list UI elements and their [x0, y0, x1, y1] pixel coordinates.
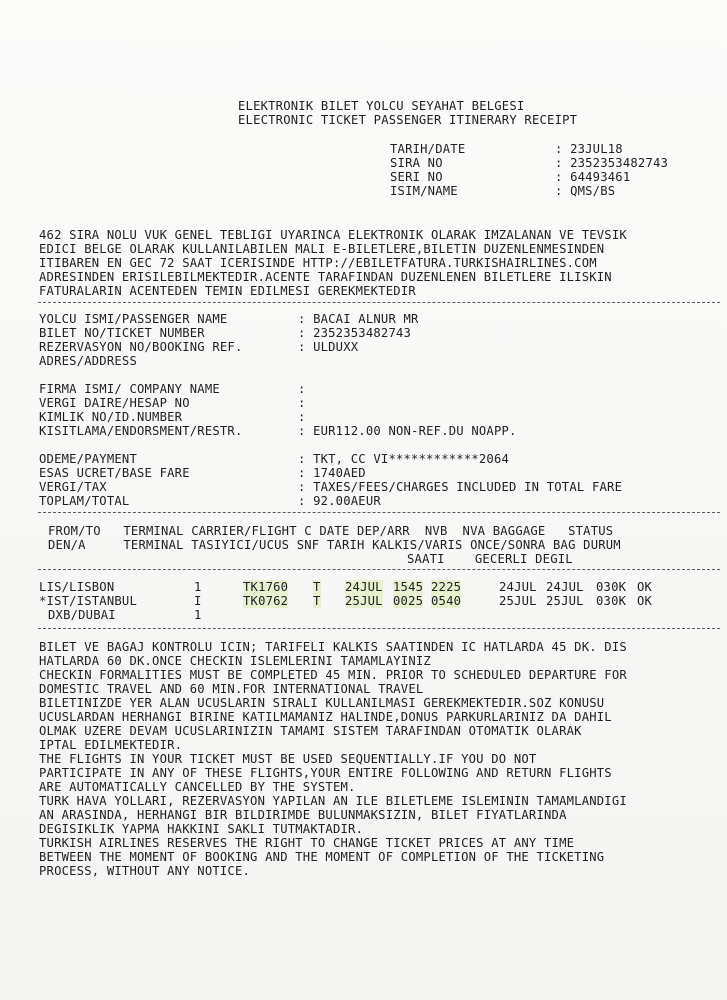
terms-line: TURKISH AIRLINES RESERVES THE RIGHT TO CHANGE TICKET PRICES AT ANY TIME	[39, 836, 575, 850]
booking-class: T	[313, 580, 321, 594]
passenger-name-value: : BACAI ALNUR MR	[298, 312, 419, 326]
terminal: 1	[194, 580, 202, 594]
terms-line: DOMESTIC TRAVEL AND 60 MIN.FOR INTERNATIONAL TRAVEL	[39, 682, 424, 696]
departure-time: 0025	[393, 594, 424, 608]
route: LIS/LISBON	[39, 580, 115, 594]
seri-value: : 64493461	[555, 170, 631, 184]
divider	[38, 628, 720, 629]
terms-line: BILET VE BAGAJ KONTROLU ICIN; TARIFELI KALKIS SAATINDEN IC HATLARDA 45 DK. DIS	[39, 640, 627, 654]
passenger-name-label: YOLCU ISMI/PASSENGER NAME	[39, 312, 228, 326]
total-value: : 92.00AEUR	[298, 494, 381, 508]
arrival-time: 0540	[431, 594, 462, 608]
status: OK	[637, 594, 653, 608]
id-number-value: :	[298, 410, 306, 424]
address-label: ADRES/ADDRESS	[39, 354, 137, 368]
terms-line: PARTICIPATE IN ANY OF THESE FLIGHTS,YOUR ENTIRE FOLLOWING AND RETURN FLIGHTS	[39, 766, 612, 780]
flight-number: TK0762	[243, 594, 289, 608]
terms-line: UCUSLARDAN HERHANGI BIRINE KATILMAMANIZ HALINDE,DONUS PARKURLARINIZ DA DAHIL	[39, 710, 612, 724]
flight-date: 24JUL	[345, 580, 383, 594]
not-valid-before: 24JUL	[499, 580, 537, 594]
flight-number: TK1760	[243, 580, 289, 594]
baggage: 030K	[596, 580, 627, 594]
company-name-value: :	[298, 382, 306, 396]
title-english: ELECTRONIC TICKET PASSENGER ITINERARY RECEIPT	[238, 113, 578, 127]
not-valid-before: 25JUL	[499, 594, 537, 608]
flight-header-sub: SAATI GECERLI DEGIL	[407, 552, 573, 566]
terms-line: CHECKIN FORMALITIES MUST BE COMPLETED 45 MIN. PRIOR TO SCHEDULED DEPARTURE FOR	[39, 668, 627, 682]
terms-line: DEGISIKLIK YAPMA HAKKINI SAKLI TUTMAKTADIR.	[39, 822, 364, 836]
notice-line: ADRESINDEN ERISILEBILMEKTEDIR.ACENTE TARAFINDAN DUZENLENEN BILETLERE ILISKIN	[39, 270, 612, 284]
notice-line: 462 SIRA NOLU VUK GENEL TEBLIGI UYARINCA ELEKTRONIK OLARAK IMZALANAN VE TEVSIK	[39, 228, 627, 242]
id-number-label: KIMLIK NO/ID.NUMBER	[39, 410, 183, 424]
isim-label: ISIM/NAME	[390, 184, 458, 198]
tax-label: VERGI/TAX	[39, 480, 107, 494]
notice-line: EDICI BELGE OLARAK KULLANILABILEN MALI E-BILETLERE,BILETIN DUZENLENMESINDEN	[39, 242, 605, 256]
terms-line: ARE AUTOMATICALLY CANCELLED BY THE SYSTEM.	[39, 780, 356, 794]
departure-time: 1545	[393, 580, 424, 594]
arrival-time: 2225	[431, 580, 462, 594]
divider	[38, 569, 720, 570]
route: DXB/DUBAI	[48, 608, 116, 622]
terms-line: BETWEEN THE MOMENT OF BOOKING AND THE MOMENT OF COMPLETION OF THE TICKETING	[39, 850, 605, 864]
ticket-number-value: : 2352353482743	[298, 326, 412, 340]
terms-line: HATLARDA 60 DK.ONCE CHECKIN ISLEMLERINI TAMAMLAYINIZ	[39, 654, 431, 668]
booking-ref-value: : ULDUXX	[298, 340, 359, 354]
flight-header-tr: DEN/A TERMINAL TASIYICI/UCUS SNF TARIH KALKIS/VARIS ONCE/SONRA BAG DURUM	[48, 538, 621, 552]
seri-label: SERI NO	[390, 170, 443, 184]
notice-line: FATURALARIN ACENTEDEN TEMIN EDILMESI GEREKMEKTEDIR	[39, 284, 416, 298]
terminal: I	[194, 594, 202, 608]
route: *IST/ISTANBUL	[39, 594, 137, 608]
terms-line: BILETINIZDE YER ALAN UCUSLARIN SIRALI KULLANILMASI GEREKMEKTEDIR.SOZ KONUSU	[39, 696, 605, 710]
not-valid-after: 24JUL	[546, 580, 584, 594]
divider	[38, 512, 720, 513]
terms-line: OLMAK UZERE DEVAM UCUSLARINIZIN TAMAMI SISTEM TARAFINDAN OTOMATIK OLARAK	[39, 724, 582, 738]
payment-value: : TKT, CC VI************2064	[298, 452, 510, 466]
title-turkish: ELEKTRONIK BILET YOLCU SEYAHAT BELGESI	[238, 99, 525, 113]
total-label: TOPLAM/TOTAL	[39, 494, 130, 508]
booking-class: T	[313, 594, 321, 608]
terms-line: IPTAL EDILMEKTEDIR.	[39, 738, 183, 752]
sira-label: SIRA NO	[390, 156, 443, 170]
terminal: 1	[194, 608, 202, 622]
not-valid-after: 25JUL	[546, 594, 584, 608]
base-fare-value: : 1740AED	[298, 466, 366, 480]
date-label: TARIH/DATE	[390, 142, 466, 156]
date-value: : 23JUL18	[555, 142, 623, 156]
ticket-number-label: BILET NO/TICKET NUMBER	[39, 326, 205, 340]
terms-line: PROCESS, WITHOUT ANY NOTICE.	[39, 864, 251, 878]
endorsement-value: : EUR112.00 NON-REF.DU NOAPP.	[298, 424, 517, 438]
payment-label: ODEME/PAYMENT	[39, 452, 137, 466]
terms-line: AN ARASINDA, HERHANGI BIR BILDIRIMDE BULUNMAKSIZIN, BILET FIYATLARINDA	[39, 808, 567, 822]
isim-value: : QMS/BS	[555, 184, 616, 198]
flight-date: 25JUL	[345, 594, 383, 608]
terms-line: THE FLIGHTS IN YOUR TICKET MUST BE USED SEQUENTIALLY.IF YOU DO NOT	[39, 752, 537, 766]
tax-office-value: :	[298, 396, 306, 410]
endorsement-label: KISITLAMA/ENDORSMENT/RESTR.	[39, 424, 243, 438]
booking-ref-label: REZERVASYON NO/BOOKING REF.	[39, 340, 243, 354]
company-name-label: FIRMA ISMI/ COMPANY NAME	[39, 382, 220, 396]
status: OK	[637, 580, 653, 594]
notice-line: ITIBAREN EN GEC 72 SAAT ICERISINDE HTTP://EBILETFATURA.TURKISHAIRLINES.COM	[39, 256, 597, 270]
divider	[38, 302, 720, 303]
baggage: 030K	[596, 594, 627, 608]
flight-header-en: FROM/TO TERMINAL CARRIER/FLIGHT C DATE DEP/ARR NVB NVA BAGGAGE STATUS	[48, 524, 614, 538]
sira-value: : 2352353482743	[555, 156, 669, 170]
tax-office-label: VERGI DAIRE/HESAP NO	[39, 396, 190, 410]
terms-line: TURK HAVA YOLLARI, REZERVASYON YAPILAN AN ILE BILETLEME ISLEMININ TAMAMLANDIGI	[39, 794, 627, 808]
tax-value: : TAXES/FEES/CHARGES INCLUDED IN TOTAL FARE	[298, 480, 623, 494]
base-fare-label: ESAS UCRET/BASE FARE	[39, 466, 190, 480]
